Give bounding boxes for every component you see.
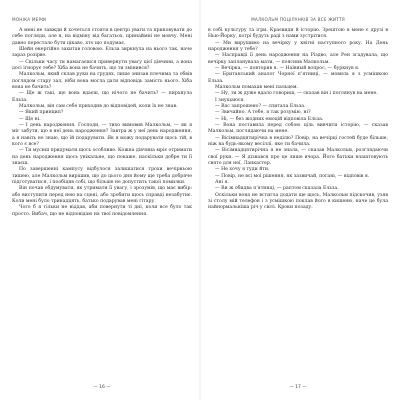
running-header: МОНІКА МЕРФІ <box>12 17 47 22</box>
paragraph: — Ні, — без жодних емоцій відповіла Ельза. <box>215 116 324 122</box>
page-body-text <box>12 28 192 218</box>
paragraph: — Британський аналог Чорної п’ятниці, — мовила я з усмішкою Ельза. <box>208 72 388 84</box>
page-body-text <box>208 28 388 212</box>
paragraph: — Вас запрошено? — спитала Ельза. <box>215 103 306 109</box>
paragraph: Він почав обдумувати, як утримати її увагу, і зрозумів, що має вибір: або виступити перед нею на сцені, або зробити щось справді незабутнє. Коли мені було тринадцять, батько подарував мені гітару. <box>12 186 192 204</box>
paragraph: — Не хочу я туди йти. <box>215 167 270 173</box>
paragraph: — Повір, не всі мої рішення, як зазвичай, погані, — відповів я. <box>215 173 370 179</box>
paragraph: — Який принцип? <box>19 110 64 116</box>
paragraph: А мені не завжди й хочеться стояти в центрі уваги та приковувати до себе погляди, але я, на відміну від багатьох, принаймні не мовчу. Мені давно перестало бути цікаво, хто що подумає. <box>12 28 192 46</box>
paragraph: Чого б я тільки не віддав, аби повернути ті дні, коли все було так просто. Вибач, що не відповідаю на твої повідомлення. <box>12 205 192 217</box>
right-page <box>208 17 388 390</box>
paragraph: — Вісімнадцятирічна я не знала, — сказав Малкольм, розглядаючи свої руки. — Я дізнався про це лише вчора. Його батьки влаштовують свято для неї, Ланкастер. <box>208 148 388 166</box>
paragraph: — Насправді її день народження на Різдво, але Рен згадувала, що вечірку запланувала мати, — пояснив Малкольм. <box>208 53 388 65</box>
book-gutter <box>199 0 201 400</box>
paragraph: Шейн енергійно захитав головою. Ельза зиркнула на нього так, наче зараз розірве. <box>12 46 192 59</box>
paragraph: — Звичайно. А тебе, я так розумію, ні? <box>215 110 311 116</box>
paragraph: — Ти мусиш придумати щось особливе. Кожна дівчина мріє отримати на день народження щось унікальне, що покаже, наскільки добре ти її знаєш. <box>12 148 192 166</box>
paragraph: — І день народження. Господи, — тихо вимовив Малкольм, — як я міг забути, що в неї день народження? Завтра ж у неї день народження, а я навіть не знаю, що їй подарувати. Як я можу подарувати щось тій, в кого є все? <box>12 122 192 147</box>
page-number: — 17 — <box>289 385 307 390</box>
paragraph: — Вісімнадцятирічна в неділю? Повір, на вечірці гостей буде більше, ніж на будь-якому весіллі, яке ти бачила. <box>208 135 388 147</box>
paragraph: Ані я. <box>215 179 229 185</box>
paragraph: — Вечірка, — повторив я. — Наївный вопрос, — буркнув я. <box>215 65 360 71</box>
page-number: — 16 — <box>93 385 111 390</box>
paragraph: Малкольм помахав мені пальцем. <box>215 84 299 90</box>
paragraph: — Ну, ти ж дуже вдало говориш, — сказав він і поглянув на мене. <box>215 91 378 97</box>
running-header: МАЛКОЛЬМ ПОЦІЛУНКІВ ЗА ВСЕ ЖИТТЯ <box>251 17 345 22</box>
paragraph: Малкольм, який склав руки на грудях, лише знизав плечима та обвів поглядом стару зал, ніби вона могла дати відповідь замість нього. Хіба вона не бачить? <box>12 72 192 90</box>
paragraph: Малкольм, він сам себе приходив до відповідей, коли їх не знав. <box>19 103 178 109</box>
paragraph: — Скільки часу ти намагаєшся привернути увагу цієї дівчини, а вона досі ігнорує тебе? Хіба вона не бачить, що ти змінився? <box>12 59 192 71</box>
paragraph: Оскільки вона не встигла додати ще щось, Малкольм підскочив, узяв зі столу мій телефон і з усмішкою поклав його в кишеню, наче це була найнормальніша річ у світі. Кроки позаду. <box>208 192 388 211</box>
paragraph: По завершенні кампусу відбулося залишатися трохи вечірньою тишею, але Малкольм вирішив, що до цього дня йому ще треба добряче підготуватися, і пообіцяв собі, що більше не допустить такої помилки. <box>12 167 192 185</box>
paragraph: — Ви ж обидва п’ятниці, — раптом сказала Ельза. <box>215 186 339 192</box>
paragraph: — Вона поставила перед собою ціль вивчити історію, — сказав Малкольм, поглядаючи на мене. <box>208 122 388 135</box>
paragraph: в собі культуру та ігри. Краєвиди й історію. Зрештою в мене є друзі в Нью-Йорку, котрі будуть раді з нами зустрітися. <box>208 28 388 40</box>
paragraph: — Ще ж такі, що вона вдаєш, що нічого не бачить? — пирхнула Ельза. <box>12 91 192 103</box>
paragraph: — Ще ні. <box>19 116 41 122</box>
left-page <box>12 17 192 390</box>
paragraph: — Ми вирушимо на вечірку у квітні наступного року. На День народження у тебе? <box>208 40 388 52</box>
paragraph: І знущаюся. <box>215 97 245 103</box>
